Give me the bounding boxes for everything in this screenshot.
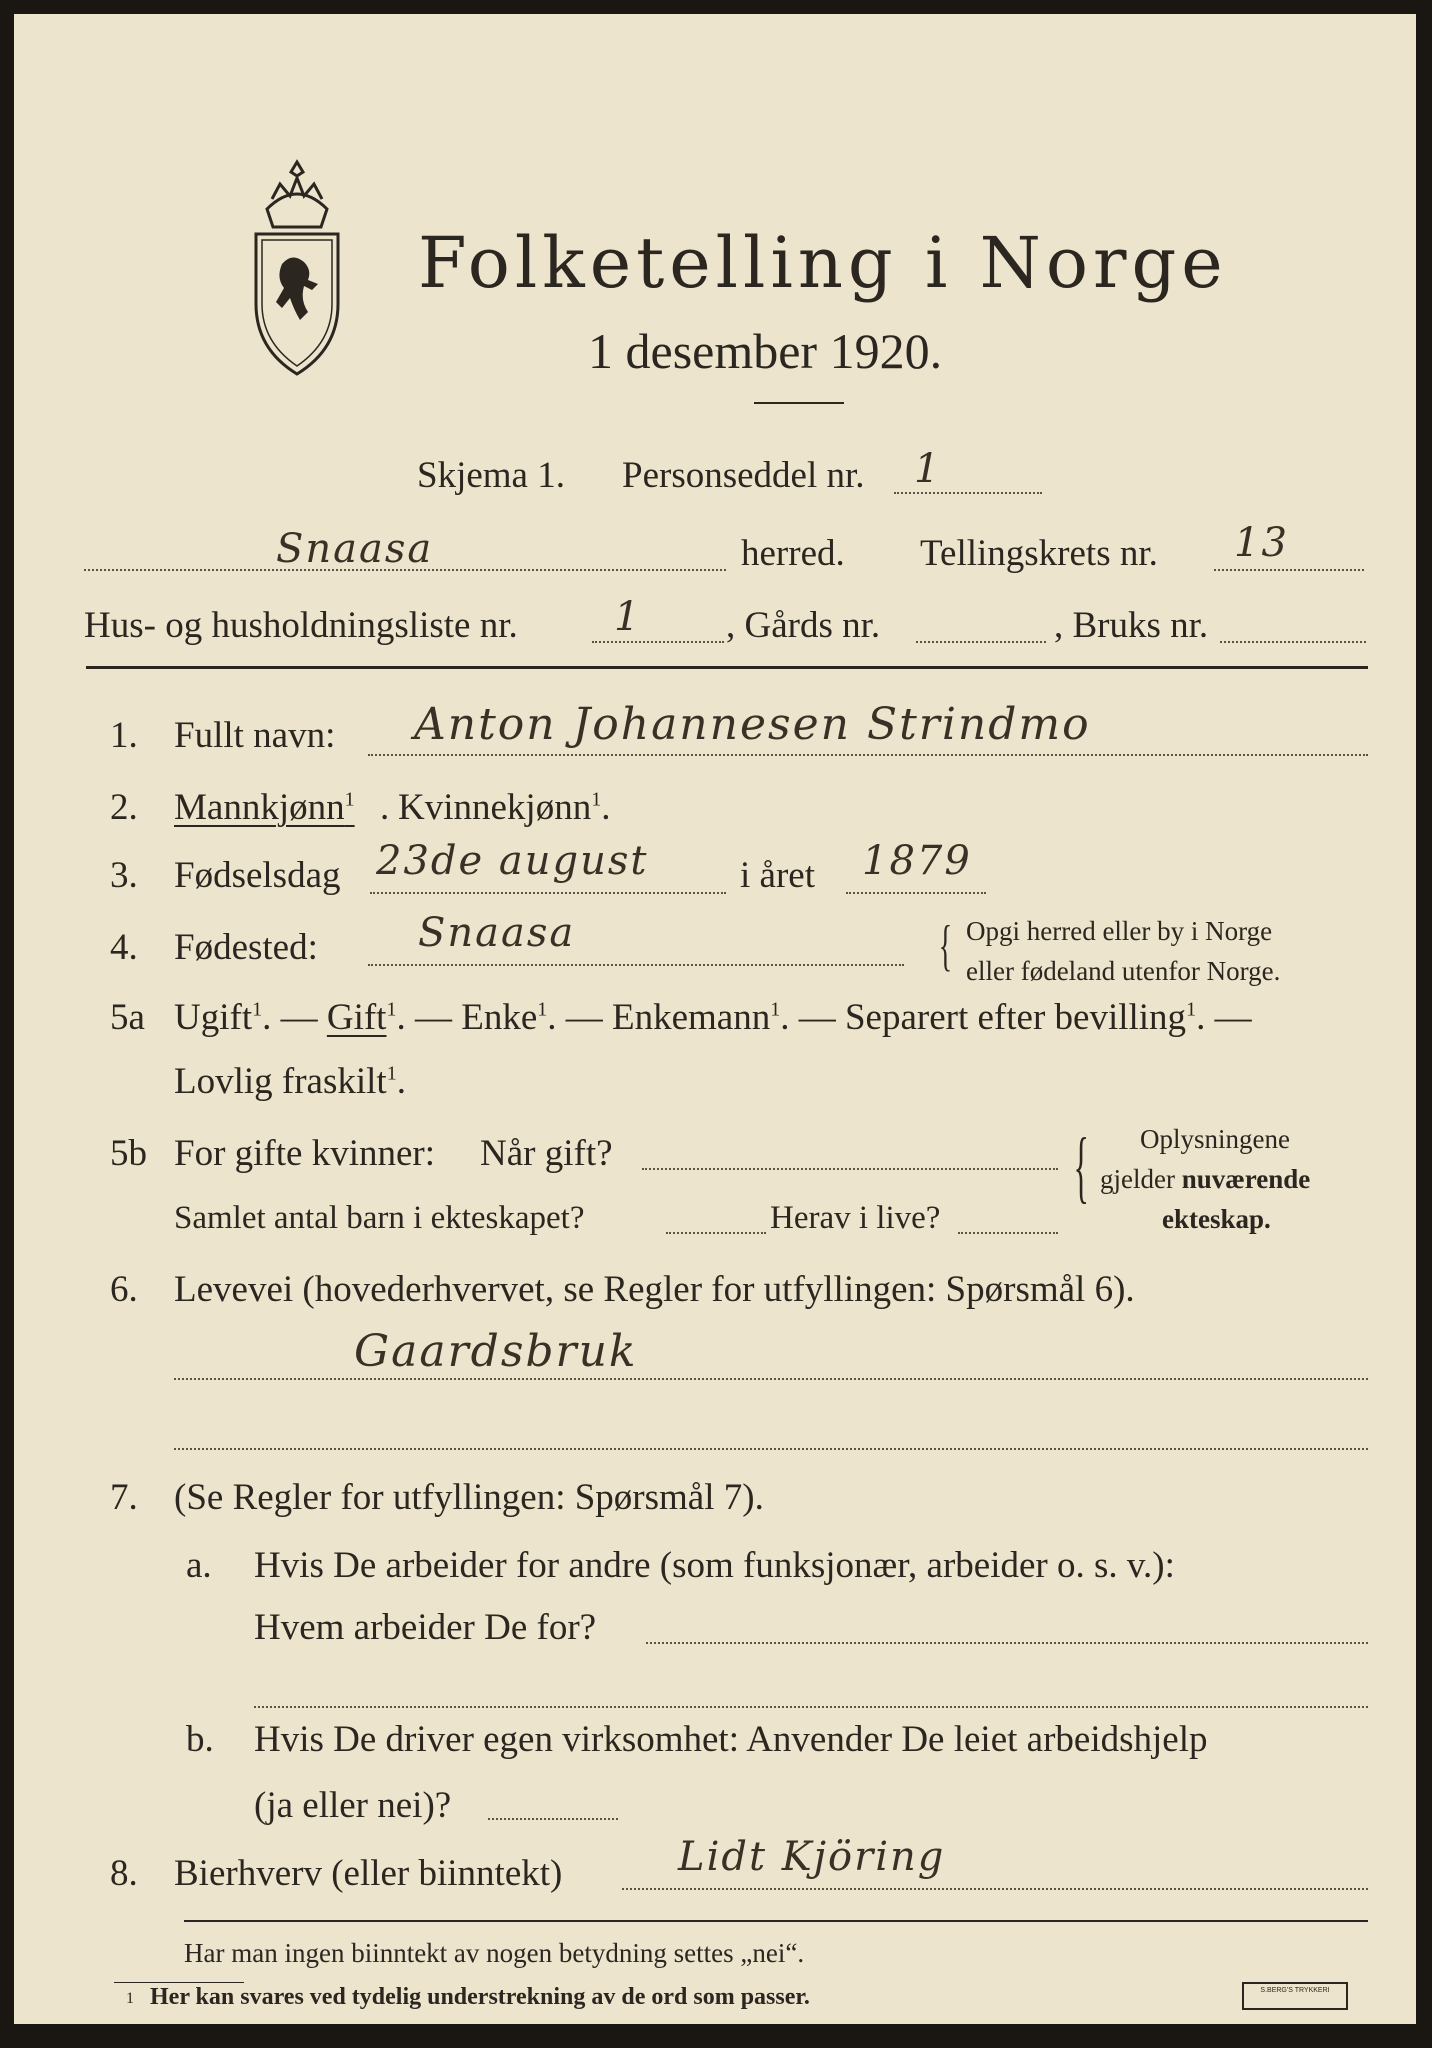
q5b-number: 5b xyxy=(110,1133,147,1174)
census-date: 1 desember 1920. xyxy=(588,323,943,379)
q5b-herav-dotline xyxy=(958,1232,1058,1234)
q4-label: Fødested: xyxy=(174,927,318,968)
header-divider xyxy=(86,666,1368,669)
q5b-samlet-label: Samlet antal barn i ekteskapet? xyxy=(174,1200,585,1236)
footer-note: Har man ingen biinntekt av nogen betydning settes „nei“. xyxy=(184,1938,805,1968)
q7-label: (Se Regler for utfyllingen: Spørsmål 7). xyxy=(174,1477,764,1518)
q7b-letter: b. xyxy=(186,1719,214,1760)
q6-value: Gaardsbruk xyxy=(354,1326,638,1377)
footnote-rule xyxy=(114,1982,244,1983)
printer-stamp xyxy=(1242,1982,1348,2010)
printer-stamp-text: S.BERG'S TRYKKERI xyxy=(1260,1987,1330,1994)
q6-dotline-1 xyxy=(174,1378,1368,1380)
herred-label: herred. xyxy=(741,533,845,574)
schema-label: Skjema 1. xyxy=(417,455,565,496)
q6-number: 6. xyxy=(110,1269,138,1310)
q5b-note-naavaerende: nuværende xyxy=(1181,1164,1311,1194)
q1-label: Fullt navn: xyxy=(174,715,336,756)
q5b-naar-dotline xyxy=(642,1168,1058,1170)
hus-value: 1 xyxy=(614,594,642,640)
q5b-note-gjelder: gjelder xyxy=(1100,1164,1175,1194)
q6-dotline-2 xyxy=(174,1448,1368,1450)
personseddel-value: 1 xyxy=(914,446,942,492)
q5b-label: For gifte kvinner: xyxy=(174,1133,436,1174)
q5a-fraskilt-line: Lovlig fraskilt$^1$. xyxy=(174,1061,406,1102)
gards-dotline xyxy=(916,641,1046,643)
q5a-gift-option[interactable]: Gift xyxy=(326,997,387,1038)
q1-value: Anton Johannesen Strindmo xyxy=(414,699,1091,750)
footnote-text: Her kan svares ved tydelig understrekning av de ord som passer. xyxy=(150,1984,810,2010)
q5a-number: 5a xyxy=(110,997,145,1038)
q7b-sub-label: (ja eller nei)? xyxy=(254,1785,452,1826)
q1-number: 1. xyxy=(110,715,138,756)
herred-value: Snaasa xyxy=(276,526,434,572)
q3-dotline xyxy=(370,892,726,894)
gards-label: , Gårds nr. xyxy=(726,605,881,646)
q5a-enkemann-option[interactable]: Enkemann xyxy=(612,997,771,1038)
q5b-note-line3: ekteskap. xyxy=(1162,1204,1271,1234)
q4-number: 4. xyxy=(110,927,138,968)
q4-dotline xyxy=(368,964,904,966)
q5b-note-line1: Oplysningene xyxy=(1140,1124,1290,1154)
footer-divider xyxy=(184,1920,1368,1922)
q8-value: Lidt Kjöring xyxy=(678,1834,946,1880)
form-title: Folketelling i Norge xyxy=(418,222,1228,304)
q7-number: 7. xyxy=(110,1477,138,1518)
q7b-dotline xyxy=(488,1818,618,1820)
q5b-samlet-dotline xyxy=(666,1232,766,1234)
q2-separator: . xyxy=(380,787,390,828)
q2-male-option[interactable]: Mannkjønn$^1$ xyxy=(174,787,355,828)
q1-dotline xyxy=(368,754,1368,756)
q5a-separert-option[interactable]: Separert efter bevilling xyxy=(844,997,1187,1038)
q3-year-dotline xyxy=(846,892,986,894)
bruks-dotline xyxy=(1220,641,1366,643)
q7a-sub-label: Hvem arbeider De for? xyxy=(254,1607,597,1648)
q3-year-value: 1879 xyxy=(862,838,972,884)
q5a-enke-option[interactable]: Enke xyxy=(461,997,538,1038)
q4-note-line1: Opgi herred eller by i Norge xyxy=(966,916,1273,946)
tellingskrets-label: Tellingskrets nr. xyxy=(920,533,1158,574)
q2-male-text: Mannkjønn xyxy=(174,787,345,828)
hus-dotline xyxy=(592,641,724,643)
q3-value: 23de august xyxy=(376,838,649,884)
census-form-page xyxy=(14,14,1416,2024)
q7a-letter: a. xyxy=(186,1545,212,1586)
q8-number: 8. xyxy=(110,1853,138,1894)
q5b-herav-label: Herav i live? xyxy=(770,1200,941,1236)
q8-dotline xyxy=(622,1888,1368,1890)
q5a-fraskilt-option[interactable]: Lovlig fraskilt xyxy=(174,1061,387,1102)
q5a-ugift-option[interactable]: Ugift xyxy=(174,997,253,1038)
q7a-label: Hvis De arbeider for andre (som funksjonær, arbeider o. s. v.): xyxy=(254,1545,1175,1586)
q7b-label: Hvis De driver egen virksomhet: Anvender De leiet arbeidshjelp xyxy=(254,1719,1208,1760)
q5b-note-line2 xyxy=(1100,1164,1310,1195)
bruks-label: , Bruks nr. xyxy=(1054,605,1209,646)
q4-value: Snaasa xyxy=(418,910,576,956)
q6-label: Levevei (hovederhvervet, se Regler for utfyllingen: Spørsmål 6). xyxy=(174,1269,1135,1310)
q5a-options: Ugift$^1$. — Gift$^1$. — Enke$^1$. — Enkemann$^1$. — Separert efter bevilling$^1$. — xyxy=(174,997,1252,1038)
q2-female-text: Kvinnekjønn xyxy=(398,787,592,828)
q3-year-label: i året xyxy=(740,855,815,896)
title-rule xyxy=(754,402,844,404)
q7a-dotline-1 xyxy=(646,1642,1368,1644)
footnote-mark: 1 xyxy=(126,1990,134,2007)
q4-note-line2: eller fødeland utenfor Norge. xyxy=(966,956,1281,986)
q8-label: Bierhverv (eller biinntekt) xyxy=(174,1853,563,1894)
hus-label: Hus- og husholdningsliste nr. xyxy=(84,605,518,646)
personseddel-dotline xyxy=(894,492,1042,494)
tellingskrets-value: 13 xyxy=(1234,520,1289,566)
q7a-dotline-2 xyxy=(254,1706,1368,1708)
q3-number: 3. xyxy=(110,855,138,896)
q5b-naar-label: Når gift? xyxy=(480,1133,613,1174)
norwegian-coat-of-arms-icon xyxy=(242,154,352,379)
q3-label: Fødselsdag xyxy=(174,855,341,896)
q4-note-brace: { xyxy=(938,915,953,977)
tellingskrets-dotline xyxy=(1214,569,1364,571)
q2-female-option[interactable]: Kvinnekjønn$^1$. xyxy=(398,787,611,828)
personseddel-label: Personseddel nr. xyxy=(622,455,865,496)
herred-dotline xyxy=(84,569,726,571)
q2-number: 2. xyxy=(110,787,138,828)
q5b-note-brace: { xyxy=(1073,1123,1089,1211)
